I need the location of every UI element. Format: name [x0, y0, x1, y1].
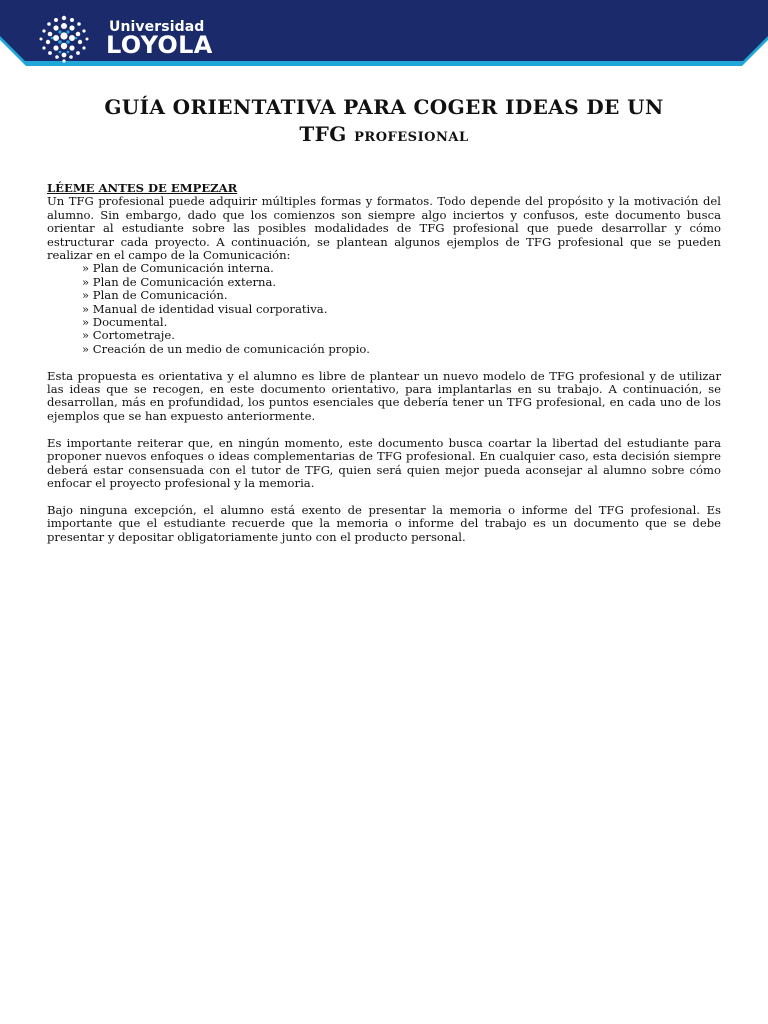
list-item: » Plan de Comunicación interna. — [82, 261, 274, 276]
intro-paragraph: Un TFG profesional puede adquirir múltiples formas y formatos. Todo depende del propósito y la motivación del alumno. Sin embargo, dado que los comienzos son siempre algo inciertos y confusos, este documento busca orientar al estudiante sobre las posibles modalidades de TFG profesional que puede desarrollar y cómo estructurar cada proyecto. A continuación, se plantean algunos ejemplos de TFG profesional que se pueden realizar en el campo de la Comunicación: — [47, 194, 721, 263]
list-item: » Plan de Comunicación externa. — [82, 274, 277, 289]
title-line-2-main: TFG — [299, 122, 347, 146]
list-item: » Plan de Comunicación. — [82, 288, 228, 303]
paragraph-proposal: Esta propuesta es orientativa y el alumno es libre de plantear un nuevo modelo de TFG profesional y de utilizar las ideas que se recogen, en este documento orientativo, para implantarlas en su trabajo. A continuación, se desarrollan, más en profundidad, los puntos esenciales que debería tener un TFG profesional, en cada uno de los ejemplos que se han expuesto anteriormente. — [47, 368, 721, 423]
list-item: » Manual de identidad visual corporativa. — [82, 301, 328, 316]
globe-dots-icon — [32, 14, 96, 64]
tfg-types-list — [47, 262, 721, 356]
title-line-1: GUÍA ORIENTATIVA PARA COGER IDEAS DE UN — [104, 95, 664, 119]
paragraph-freedom: Es importante reiterar que, en ningún momento, este documento busca coartar la libertad del estudiante para proponer nuevos enfoques o ideas complementarias de TFG profesional. En cualquier caso, esta decisión siempre deberá estar consensuada con el tutor de TFG, quien será quien mejor pueda aconsejar al alumno sobre cómo enfocar el proyecto profesional y la memoria. — [47, 435, 721, 490]
logo-text-big: LOYOLA — [106, 31, 213, 59]
document-body — [47, 182, 721, 544]
list-item: » Creación de un medio de comunicación propio. — [82, 341, 370, 356]
section-heading: LÉEME ANTES DE EMPEZAR — [47, 181, 238, 195]
list-item: » Documental. — [82, 315, 168, 330]
title-line-2-small: PROFESIONAL — [354, 130, 469, 145]
logo-text-small: Universidad — [109, 19, 205, 35]
document-title — [40, 94, 728, 151]
paragraph-memoria: Bajo ninguna excepción, el alumno está exento de presentar la memoria o informe del TFG profesional. Es importante que el estudiante recuerde que la memoria o informe del trabajo es un documento que se debe presentar y depositar obligatoriamente junto con el producto personal. — [47, 502, 721, 544]
list-item: » Cortometraje. — [82, 328, 175, 343]
